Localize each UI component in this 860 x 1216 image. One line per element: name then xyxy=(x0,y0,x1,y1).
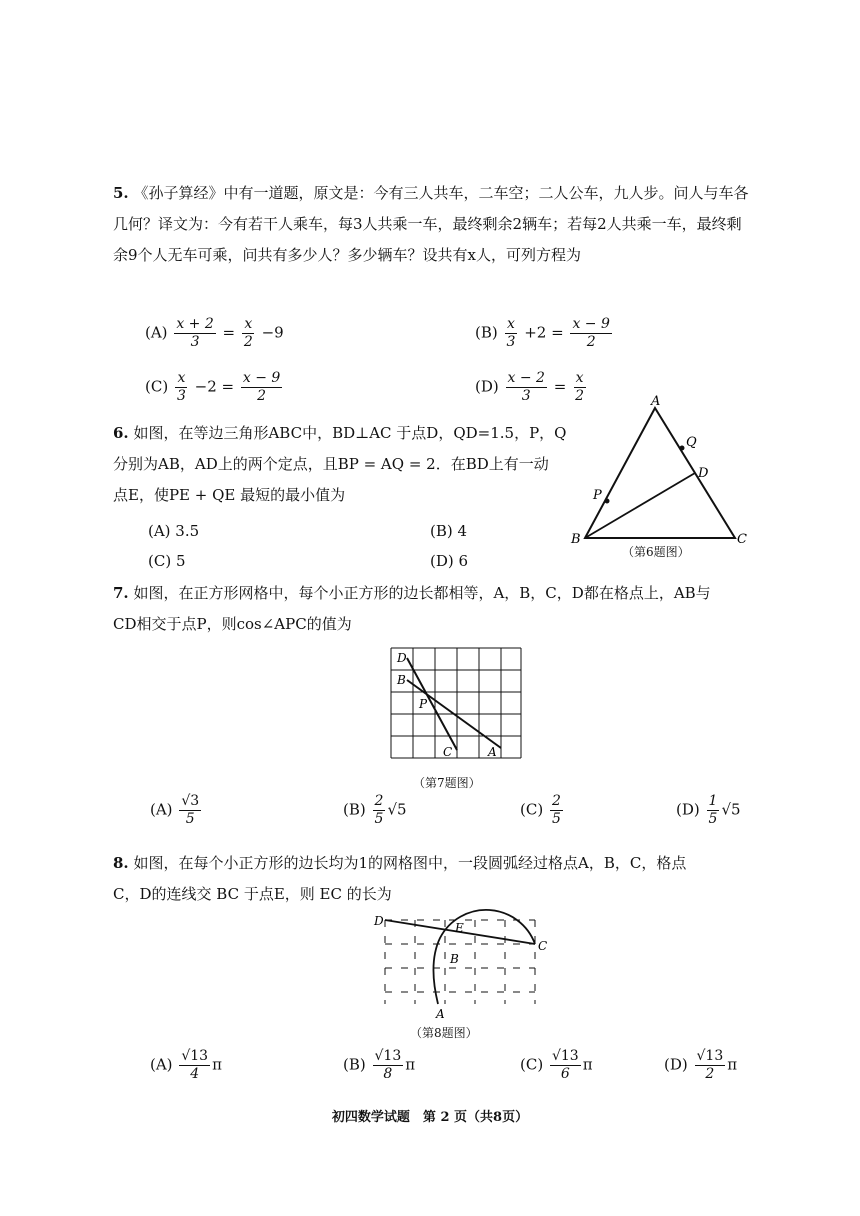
label-b: B xyxy=(571,532,581,547)
label-d: D xyxy=(374,914,384,928)
label-d: D xyxy=(397,651,407,665)
label-c: C xyxy=(443,745,453,759)
question-number: 5. xyxy=(113,184,129,202)
choice-d: (D) $\frac{√13}{2}$ π xyxy=(664,1048,738,1082)
figure-caption: （第6题图） xyxy=(622,545,690,559)
label-p: P xyxy=(419,697,428,711)
label-a: A xyxy=(488,745,497,759)
question-6: 6. 如图，在等边三角形ABC中，BD⊥AC 于点D，QD=1.5，P，Q 分别为AB，AD上的两个定点，且BP = AQ = 2．在BD上有一动 点E，使PE + QE 最短的最小值为 xyxy=(113,424,567,504)
choice-a: (A) $\frac{x + 2}{3}$ = $\frac{x}{2}$ −9 xyxy=(145,316,284,350)
grid-figure-8 xyxy=(370,908,555,1023)
choice-d: (D) $\frac{1}{5}$ √5 xyxy=(676,793,741,827)
choice-c: (C) $\frac{2}{5}$ xyxy=(520,793,561,827)
label-e: E xyxy=(455,921,464,935)
choice-c: (C) $\frac{x}{3}$ −2 = $\frac{x - 9}{2}$ xyxy=(145,370,281,404)
question-8: 8. 如图，在每个小正方形的边长均为1的网格图中，一段圆弧经过格点A，B，C，格点 C，D的连线交 BC 于点E，则 EC 的长为 xyxy=(113,854,687,903)
label-a: A xyxy=(436,1007,445,1021)
label-d: D xyxy=(698,466,709,481)
label-b: B xyxy=(397,673,406,687)
choice-d: (D) $\frac{x - 2}{3}$ = $\frac{x}{2}$ xyxy=(475,370,585,404)
page-footer: 初四数学试题 第 2 页（共8页） xyxy=(331,1110,529,1125)
choice-c: (C) $\frac{√13}{6}$ π xyxy=(520,1048,593,1082)
label-c: C xyxy=(538,939,548,953)
choice-b: (B) 4 xyxy=(430,522,468,540)
choice-c: (C) 5 xyxy=(148,552,186,570)
label-q: Q xyxy=(686,435,697,450)
label-c: C xyxy=(737,532,747,547)
label-b: B xyxy=(450,952,459,966)
figure-caption: （第8题图） xyxy=(410,1026,478,1040)
label-p: P xyxy=(593,488,602,503)
choice-a: (A) 3.5 xyxy=(148,522,200,540)
question-text: 《孙子算经》中有一道题，原文是：今有三人共车，二车空；二人公车，九人步。问人与车各几何？译文为：今有若干人乘车，每3人共乘一车，最终剩余2辆车；若每2人共乘一车，最终剩余9个人无车可乘，问共有多少人？多少辆车？设共有x人，可列方程为 xyxy=(113,184,749,264)
choice-b: (B) $\frac{√13}{8}$ π xyxy=(343,1048,416,1082)
question-7: 7. 如图，在正方形网格中，每个小正方形的边长都相等，A，B，C，D都在格点上，AB与 CD相交于点P，则cos∠APC的值为 xyxy=(113,584,711,633)
grid-figure-7 xyxy=(385,642,530,767)
choice-b: (B) $\frac{2}{5}$ √5 xyxy=(343,793,407,827)
choice-a: (A) $\frac{√13}{4}$ π xyxy=(150,1048,222,1082)
triangle-figure xyxy=(565,393,755,568)
label-a: A xyxy=(651,394,661,409)
question-5 xyxy=(113,178,753,271)
figure-caption: （第7题图） xyxy=(413,776,481,790)
choice-d: (D) 6 xyxy=(430,552,469,570)
choice-a: (A) $\frac{√3}{5}$ xyxy=(150,793,200,827)
choice-b: (B) $\frac{x}{3}$ +2 = $\frac{x - 9}{2}$ xyxy=(475,316,610,350)
